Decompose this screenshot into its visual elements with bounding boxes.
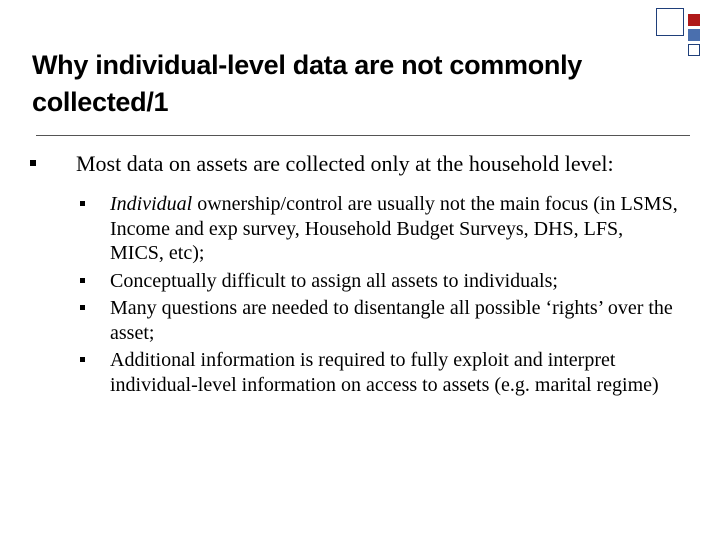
slide-title: Why individual-level data are not commonly collected/1 — [32, 50, 583, 117]
decorative-square-blue — [688, 29, 700, 41]
title-divider — [36, 135, 690, 136]
square-bullet-icon — [80, 357, 85, 362]
square-bullet-icon — [80, 201, 85, 206]
decorative-square-red — [688, 14, 700, 26]
square-bullet-icon — [30, 160, 36, 166]
square-bullet-icon — [80, 278, 85, 283]
sub-bullet-item — [30, 296, 680, 345]
sub-bullet-item — [30, 348, 680, 397]
sub-bullet-item — [30, 192, 680, 266]
decorative-square-outline — [656, 8, 684, 36]
main-bullet-item — [30, 150, 680, 177]
slide-body — [30, 150, 680, 400]
sub-bullet-text: Additional information is required to fully exploit and interpret individual-level information on access to assets (e.g. marital regime) — [110, 349, 659, 396]
sub-bullet-text: Many questions are needed to disentangle all possible ‘rights’ over the asset; — [110, 297, 673, 344]
sub-bullet-text: Conceptually difficult to assign all assets to individuals; — [110, 269, 558, 292]
sub-bullet-item — [30, 269, 680, 294]
sub-bullet-emphasis: Individual — [110, 193, 193, 215]
main-bullet-text: Most data on assets are collected only at the household level: — [76, 151, 614, 176]
sub-bullet-list — [30, 192, 680, 397]
sub-bullet-text: ownership/control are usually not the main focus (in LSMS, Income and exp survey, Household Budget Surveys, DHS, LFS, MICS, etc); — [110, 193, 678, 264]
square-bullet-icon — [80, 305, 85, 310]
